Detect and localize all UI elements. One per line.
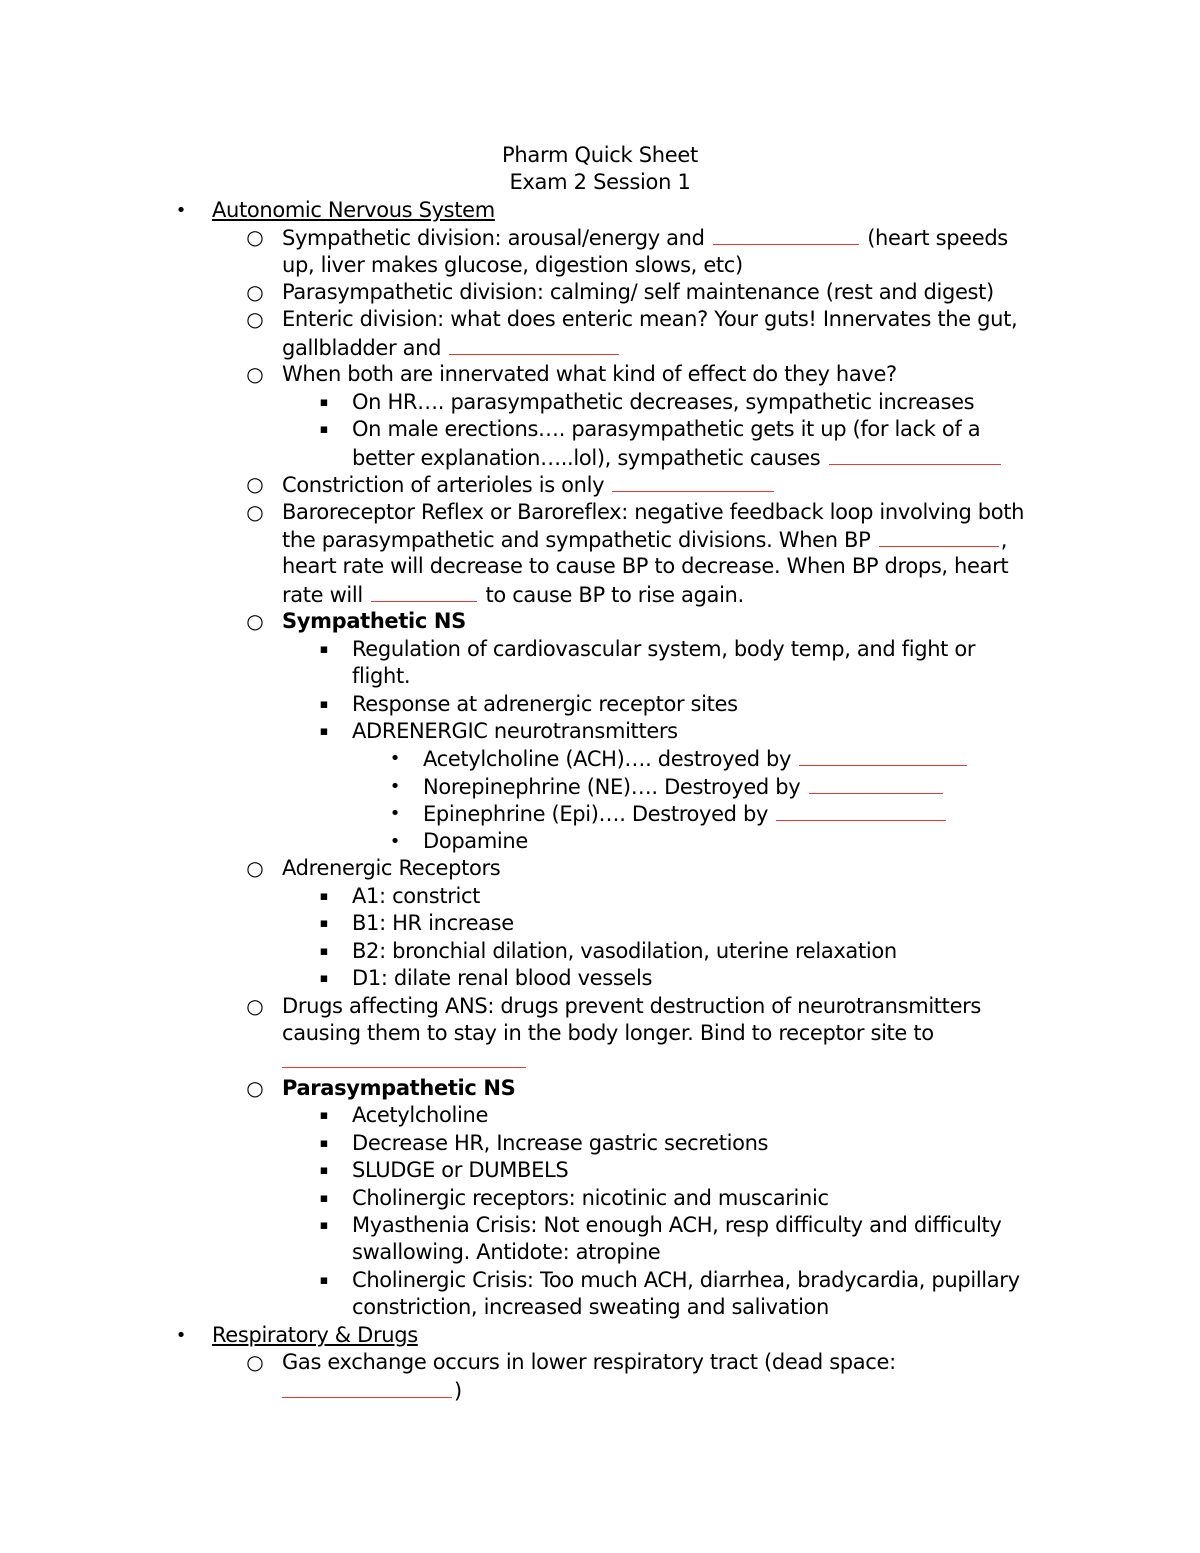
list-item: Regulation of cardiovascular system, body temp, and fight or [352, 637, 976, 661]
circle-bullet-icon: ○ [246, 856, 264, 880]
dot-bullet-icon: • [389, 748, 401, 769]
list-item: Adrenergic Receptors [282, 856, 501, 880]
item-text: ) [454, 1379, 462, 1403]
list-item: B2: bronchial dilation, vasodilation, uterine relaxation [352, 939, 897, 963]
list-item: Gas exchange occurs in lower respiratory tract (dead space: [282, 1350, 896, 1374]
item-text: the parasympathetic and sympathetic divisions. When BP [282, 528, 871, 552]
list-item: Enteric division: what does enteric mean? Your guts! Innervates the gut, [282, 307, 1018, 331]
fill-in-blank[interactable] [282, 1047, 526, 1068]
fill-in-blank[interactable] [799, 745, 967, 766]
fill-in-blank[interactable] [282, 1377, 452, 1398]
dot-bullet-icon: • [389, 831, 401, 852]
list-item: Decrease HR, Increase gastric secretions [352, 1131, 769, 1155]
fill-in-blank[interactable] [449, 334, 619, 355]
list-item: On HR…. parasympathetic decreases, sympathetic increases [352, 390, 975, 414]
item-text: Acetylcholine (ACH)…. destroyed by [423, 747, 792, 771]
square-bullet-icon: ▪ [319, 1218, 329, 1233]
list-item: B1: HR increase [352, 911, 514, 935]
fill-in-blank[interactable] [713, 224, 859, 245]
square-bullet-icon: ▪ [319, 422, 329, 437]
list-item [423, 773, 945, 802]
list-item-continuation: up, liver makes glucose, digestion slows, etc) [282, 253, 743, 277]
list-item-continuation [282, 334, 621, 363]
list-item: Baroreceptor Reflex or Baroreflex: negative feedback loop involving both [282, 500, 1025, 524]
list-item-continuation: flight. [352, 664, 411, 688]
list-item: D1: dilate renal blood vessels [352, 966, 653, 990]
list-item-continuation: heart rate will decrease to cause BP to decrease. When BP drops, heart [282, 554, 1009, 578]
square-bullet-icon: ▪ [319, 1108, 329, 1123]
item-text: Epinephrine (Epi)…. Destroyed by [423, 802, 769, 826]
square-bullet-icon: ▪ [319, 1136, 329, 1151]
circle-bullet-icon: ○ [246, 472, 264, 496]
list-item [423, 745, 969, 774]
square-bullet-icon: ▪ [319, 916, 329, 931]
page-subtitle: Exam 2 Session 1 [509, 170, 691, 194]
list-item: SLUDGE or DUMBELS [352, 1158, 569, 1182]
fill-in-blank[interactable] [879, 526, 999, 547]
circle-bullet-icon: ○ [246, 1350, 264, 1374]
list-item [282, 224, 1008, 253]
fill-in-blank[interactable] [809, 773, 943, 794]
list-item: A1: constrict [352, 884, 481, 908]
circle-bullet-icon: ○ [246, 994, 264, 1018]
item-text: better explanation…..lol), sympathetic causes [352, 446, 821, 470]
square-bullet-icon: ▪ [319, 724, 329, 739]
section-heading-respiratory: Respiratory & Drugs [212, 1323, 418, 1347]
dot-bullet-icon: • [389, 776, 401, 797]
square-bullet-icon: ▪ [319, 395, 329, 410]
list-item: Cholinergic receptors: nicotinic and muscarinic [352, 1186, 829, 1210]
list-item: Acetylcholine [352, 1103, 489, 1127]
circle-bullet-icon: ○ [246, 362, 264, 386]
circle-bullet-icon: ○ [246, 307, 264, 331]
square-bullet-icon: ▪ [319, 1191, 329, 1206]
list-item [282, 471, 776, 500]
item-text: to cause BP to rise again. [485, 583, 744, 607]
square-bullet-icon: ▪ [319, 697, 329, 712]
item-text: gallbladder and [282, 336, 442, 360]
list-item: Response at adrenergic receptor sites [352, 692, 738, 716]
subsection-heading-sympathetic: Sympathetic NS [282, 609, 466, 633]
list-item-continuation: swallowing. Antidote: atropine [352, 1240, 661, 1264]
bullet-icon: • [175, 1325, 187, 1346]
list-item-continuation [282, 526, 1007, 555]
fill-in-blank[interactable] [612, 471, 774, 492]
list-item-continuation [282, 1047, 528, 1076]
circle-bullet-icon: ○ [246, 609, 264, 633]
list-item: On male erections…. parasympathetic gets it up (for lack of a [352, 417, 981, 441]
list-item: ADRENERGIC neurotransmitters [352, 719, 678, 743]
list-item-continuation [282, 1377, 462, 1406]
circle-bullet-icon: ○ [246, 280, 264, 304]
item-text: Sympathetic division: arousal/energy and [282, 226, 705, 250]
item-text: rate will [282, 583, 363, 607]
item-text: , [1000, 528, 1008, 552]
list-item: Dopamine [423, 829, 528, 853]
fill-in-blank[interactable] [371, 581, 477, 602]
list-item [423, 800, 948, 829]
list-item: When both are innervated what kind of effect do they have? [282, 362, 897, 386]
list-item: Myasthenia Crisis: Not enough ACH, resp difficulty and difficulty [352, 1213, 1002, 1237]
list-item: Parasympathetic division: calming/ self maintenance (rest and digest) [282, 280, 994, 304]
list-item-continuation: causing them to stay in the body longer. Bind to receptor site to [282, 1021, 934, 1045]
page-title: Pharm Quick Sheet [502, 143, 698, 167]
dot-bullet-icon: • [389, 803, 401, 824]
circle-bullet-icon: ○ [246, 225, 264, 249]
fill-in-blank[interactable] [776, 800, 946, 821]
list-item-continuation [282, 581, 744, 610]
fill-in-blank[interactable] [829, 444, 1001, 465]
list-item-continuation: constriction, increased sweating and salivation [352, 1295, 830, 1319]
square-bullet-icon: ▪ [319, 642, 329, 657]
circle-bullet-icon: ○ [246, 500, 264, 524]
section-heading-ans: Autonomic Nervous System [212, 198, 495, 222]
list-item: Drugs affecting ANS: drugs prevent destruction of neurotransmitters [282, 994, 982, 1018]
list-item-continuation [352, 444, 1003, 473]
bullet-icon: • [175, 200, 187, 221]
square-bullet-icon: ▪ [319, 889, 329, 904]
item-text: (heart speeds [867, 226, 1008, 250]
item-text: Norepinephrine (NE)…. Destroyed by [423, 775, 801, 799]
subsection-heading-parasympathetic: Parasympathetic NS [282, 1076, 516, 1100]
square-bullet-icon: ▪ [319, 971, 329, 986]
square-bullet-icon: ▪ [319, 1163, 329, 1178]
square-bullet-icon: ▪ [319, 1273, 329, 1288]
item-text: Constriction of arterioles is only [282, 473, 605, 497]
list-item: Cholinergic Crisis: Too much ACH, diarrhea, bradycardia, pupillary [352, 1268, 1020, 1292]
circle-bullet-icon: ○ [246, 1076, 264, 1100]
square-bullet-icon: ▪ [319, 944, 329, 959]
